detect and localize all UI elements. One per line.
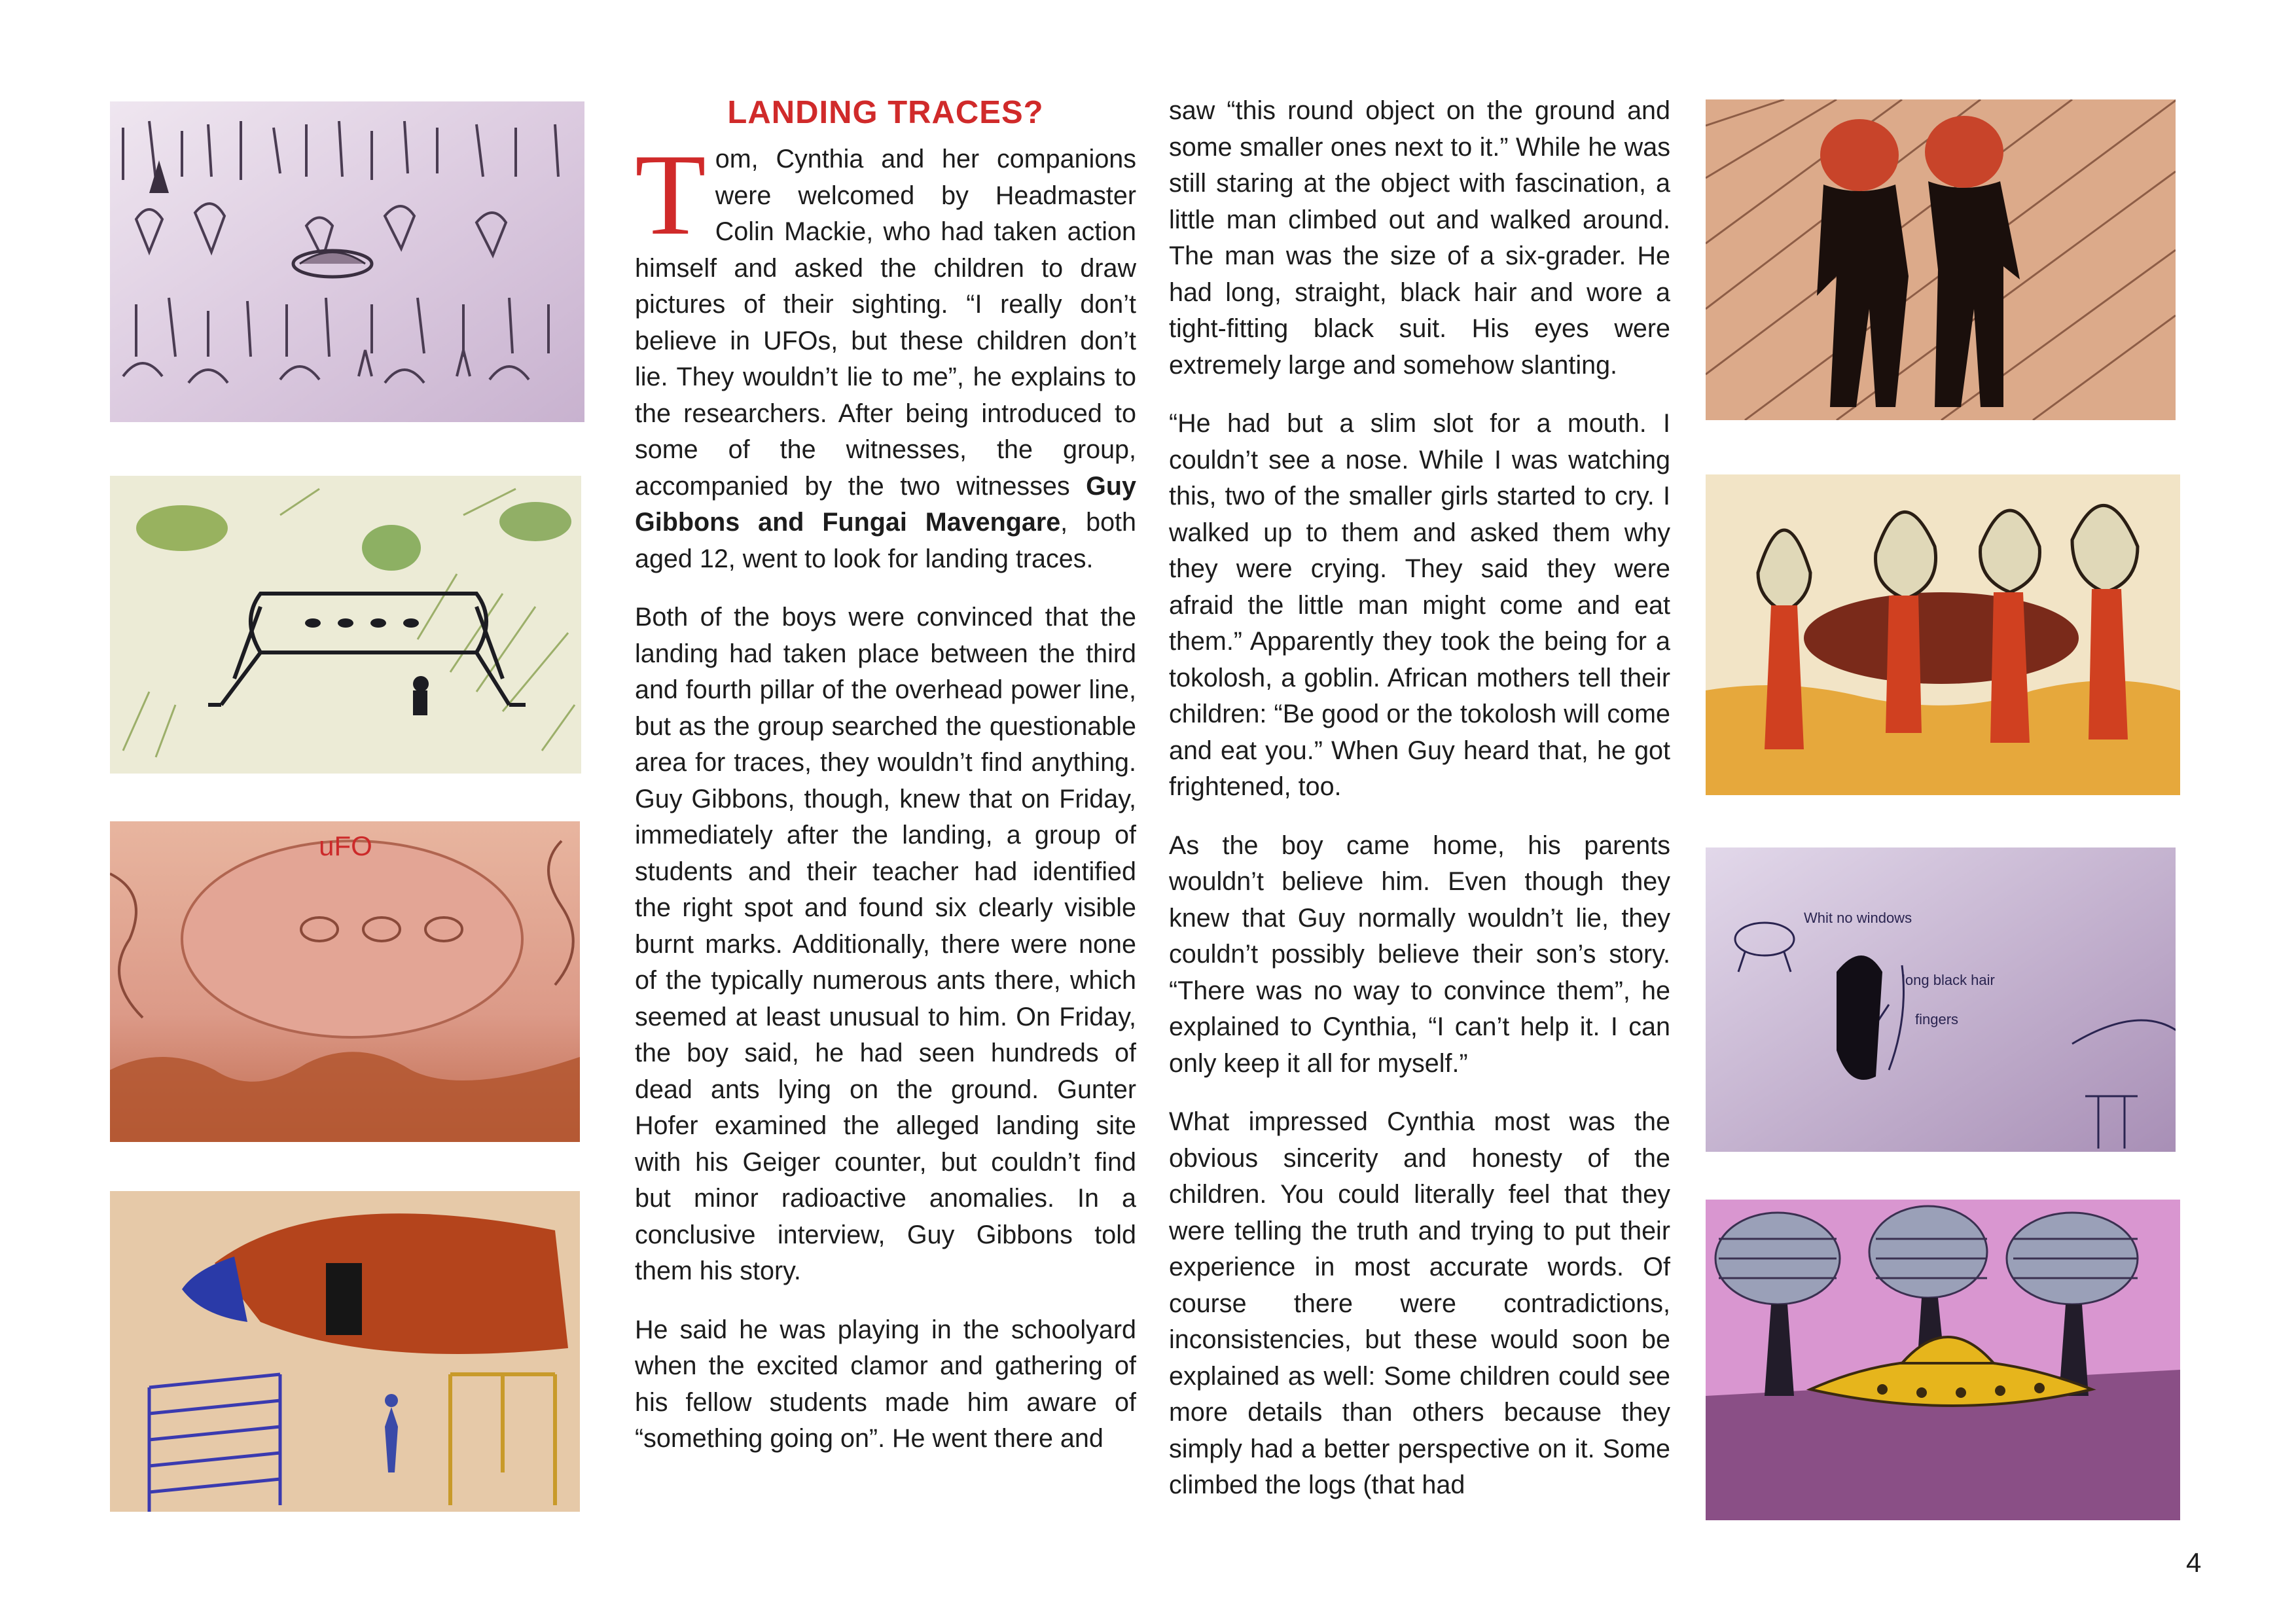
ufo-label: uFO — [319, 830, 372, 861]
drawing-forest-ufo — [110, 101, 584, 422]
paragraph-4: saw “this round object on the ground and some smaller ones next to it.” While he was still staring at the object with fascination, a little man climbed out and walked around. The man was the size of a six-grader. He had long, straight, black hair and wore a tight-fitting black suit. His eyes were extremely large and somehow slanting. — [1169, 96, 1670, 380]
article-column-2 — [1169, 93, 1670, 1526]
paragraph-2: Both of the boys were convinced that the landing had taken place between the third and fourth pillar of the overhead power line, but as the group searched the questionable area for traces, they wouldn’t find anything. Guy Gibbons, though, knew that on Friday, immediately after the landing, a group of students and their teacher had identified the right spot and found six clearly visible burnt marks. Additionally, there were none of the typically numerous ants there, which seemed at least unusual to him. On Friday, the boy said, he had seen hundreds of dead ants lying on the ground. Gunter Hofer examined the alleged landing site with his Geiger counter, but couldn’t find but minor radioactive anomalies. In a conclusive interview, Guy Gibbons told them his story. — [635, 603, 1136, 1285]
note-no-windows: Whit no windows — [1804, 910, 1912, 926]
paragraph-7: What impressed Cynthia most was the obvious sincerity and honesty of the children. You could literally feel that they were telling the truth and trying to put their experience in most accurate words. Of course there were contradictions, inconsistencies, but these would soon be explained as well: Some children could see more details than others because they simply had a better perspective on it. Some climbed the logs (that had — [1169, 1107, 1670, 1499]
page-number: 4 — [2186, 1547, 2202, 1578]
drawing-golden-ufo — [1706, 1200, 2180, 1520]
paragraph-1-text-b: , both aged 12, went to look for landing traces. — [635, 508, 1137, 573]
paragraph-1 — [635, 130, 1137, 577]
drawing-two-figures — [1706, 99, 2176, 420]
article-title: LANDING TRACES? — [727, 95, 1044, 130]
drawing-red-craft — [110, 1191, 580, 1512]
witness-names: Guy Gibbons and Fungai Mavengare — [635, 471, 1136, 537]
drawing-ufo-labelled — [110, 821, 580, 1142]
paragraph-3: He said he was playing in the schoolyard when the excited clamor and gathering of his fellow students made him aware of “something going on”. He went there and — [635, 1315, 1136, 1453]
paragraph-1-text-a: om, Cynthia and her companions were welcomed by Headmaster Colin Mackie, who had taken action himself and asked the children to draw pictures of their sighting. “I really don’t believe in UFOs, but these children don’t lie. They wouldn’t lie to me”, he explains to the researchers. After being introduced to some of the witnesses, the group, accompanied by the two witnesses — [635, 145, 1136, 501]
paragraph-5: “He had but a slim slot for a mouth. I couldn’t see a nose. While I was watching this, two of the smaller girls started to cry. I walked up to them and asked them why they were crying. They said they were afraid the little man might come and eat them.” Apparently they took the being for a tokolosh, a goblin. African mothers tell their children: “Be good or the tokolosh will come and eat you.” When Guy heard that, he got frightened, too. — [1169, 409, 1670, 801]
drawing-craft-on-legs — [110, 476, 581, 774]
article-column-1 — [635, 93, 1136, 1480]
paragraph-6: As the boy came home, his parents wouldn’t believe him. Even though they knew that Guy normally wouldn’t lie, they couldn’t possibly believe their son’s story. “There was no way to convince them”, he explained to Cynthia, “I can’t help it. I can only keep it all for myself.” — [1169, 830, 1670, 1078]
note-long-hair: long black hair — [1902, 972, 1995, 988]
drawing-trees-craft — [1706, 474, 2180, 795]
drawing-annotated-sketch — [1706, 847, 2176, 1152]
note-fingers: fingers — [1915, 1011, 1959, 1027]
drop-cap: T — [635, 130, 706, 259]
